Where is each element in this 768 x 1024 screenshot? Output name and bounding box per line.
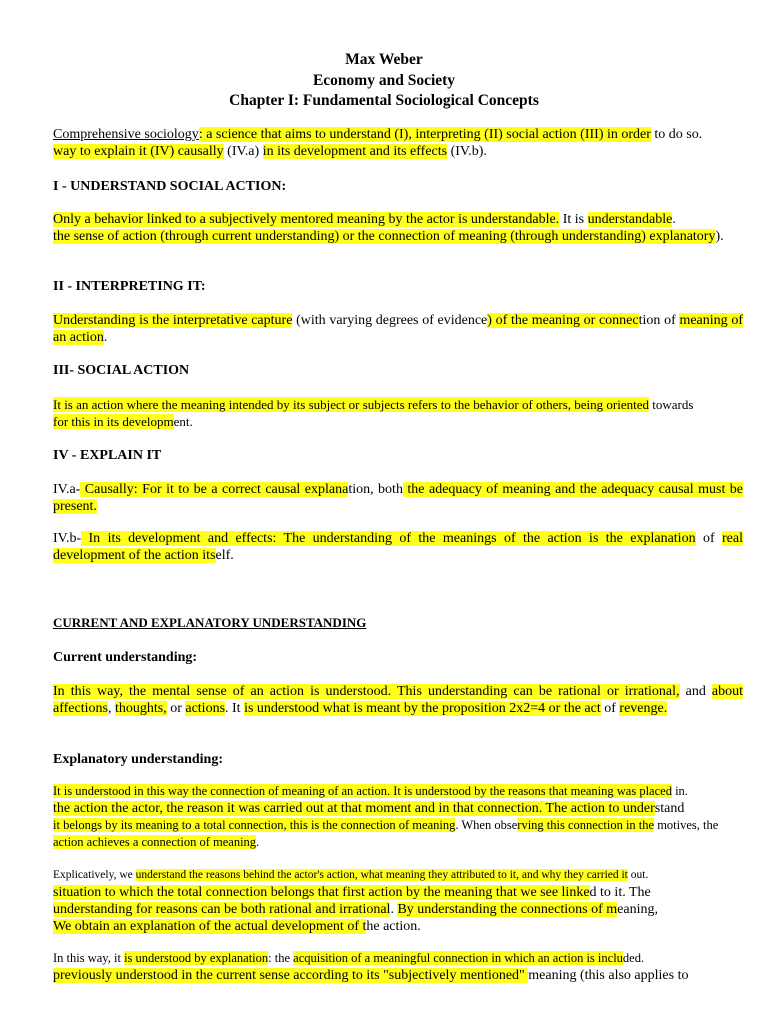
section-understand-text: Only a behavior linked to a subjectively mentored meaning by the actor is understandable. It is understandable. the sense of action (through current understanding) or the connection of meaning (through understanding) explanatory). [53, 212, 724, 244]
section-interpreting-text: Understanding is the interpretative capture (with varying degrees of evidence) of the meaning or connection of meaning of an action. [53, 313, 743, 345]
current-understanding-heading: Current understanding: [53, 650, 198, 665]
section-heading-social-action: III- SOCIAL ACTION [53, 363, 190, 378]
chapter-title: Chapter I: Fundamental Sociological Concepts [229, 92, 539, 109]
explanatory-paragraph-3: In this way, it is understood by explanation: the acquisition of a meaningful connection in which an action is included. previously understood in the current sense according to its "subjectively mentioned" meaning (this also applies to [53, 951, 689, 983]
section-heading-interpreting: II - INTERPRETING IT: [53, 279, 206, 294]
section-heading-understand: I - UNDERSTAND SOCIAL ACTION: [53, 179, 287, 194]
author-title: Max Weber [345, 51, 423, 68]
explanatory-understanding-heading: Explanatory understanding: [53, 752, 223, 767]
document-header [0, 50, 768, 112]
intro-paragraph: Comprehensive sociology: a science that aims to understand (I), interpreting (II) social action (III) in order to do so. way to explain it (IV) causally (IV.a) in its development and its effects (IV.b). [53, 127, 703, 159]
explanatory-paragraph-2: Explicatively, we understand the reasons behind the actor's action, what meaning they attributed to it, and why they carried it out. situation to which the total connection belongs that first action by the meaning that we see linked to it. The understanding for reasons can be both rational and irrational. By understanding the connections of meaning, We obtain an explanation of the actual development of the action. [53, 869, 658, 934]
intro-lead: Comprehensive sociology [53, 127, 199, 142]
section-heading-explain: IV - EXPLAIN IT [53, 448, 162, 463]
section-social-action-text: It is an action where the meaning intended by its subject or subjects refers to the behavior of others, being oriented towards for this in its development. [53, 397, 694, 429]
section-explain-b: IV.b- In its development and effects: The understanding of the meanings of the action is the explanation of real development of the action itself. [53, 531, 743, 563]
explanatory-paragraph-1: It is understood in this way the connection of meaning of an action. It is understood by the reasons that meaning was placed in. the action the actor, the reason it was carried out at that moment and in that connection. The action to understand it belongs by its meaning to a total connection, this is the connection of meaning. When observing this connection in the motives, the action achieves a connection of meaning. [53, 784, 719, 849]
section-explain-a: IV.a- Causally: For it to be a correct causal explanation, both the adequacy of meaning and the adequacy causal must be present. [53, 482, 744, 514]
current-understanding-text: In this way, the mental sense of an action is understood. This understanding can be rational or irrational, and about affections, thoughts, or actions. It is understood what is meant by the proposition 2x2=4 or the act of revenge. [53, 684, 743, 716]
book-title: Economy and Society [312, 71, 456, 89]
current-explanatory-heading: CURRENT AND EXPLANATORY UNDERSTANDING [53, 615, 367, 630]
